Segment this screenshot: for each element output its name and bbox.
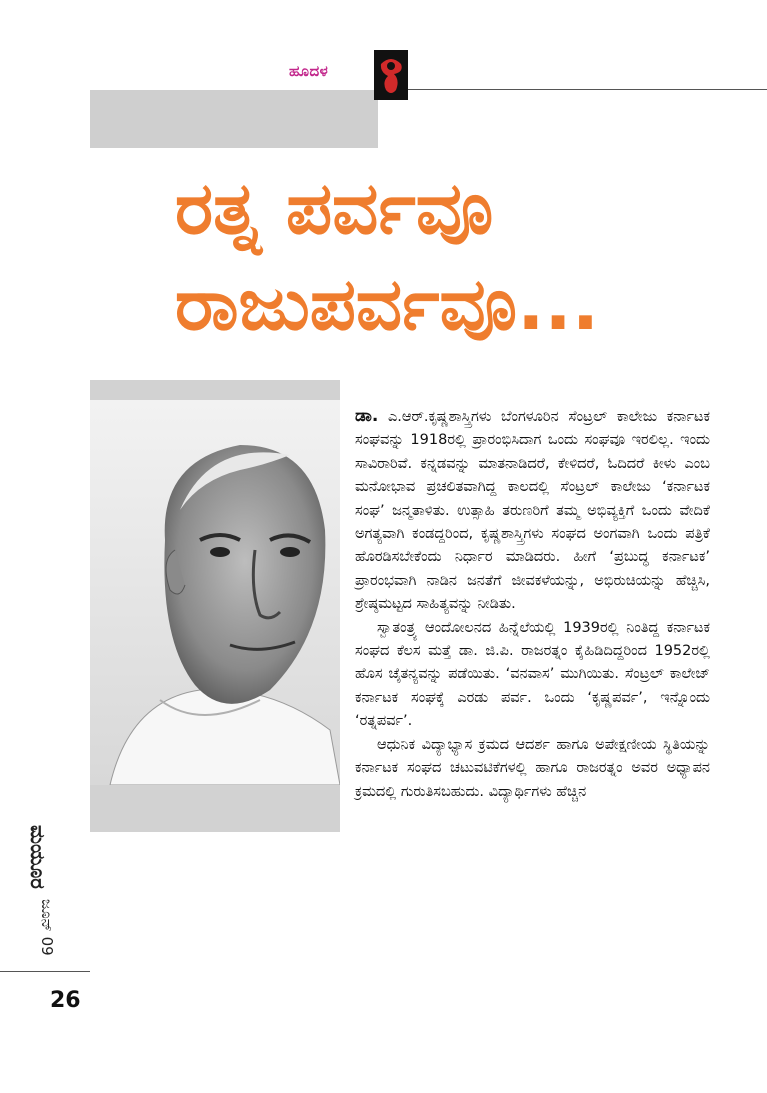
page-number: 26: [50, 988, 81, 1013]
magazine-name: ಮಯೂರ: [26, 825, 50, 889]
article-dropcap: ಡಾ.: [355, 406, 379, 426]
portrait-photo: [90, 400, 340, 785]
article-paragraph-1-text: ಎ.ಆರ್.ಕೃಷ್ಣಶಾಸ್ತ್ರಿಗಳು ಬೆಂಗಳೂರಿನ ಸೆಂಟ್ರಲ್ ಕಾಲೇಜು ಕರ್ನಾಟಕ ಸಂಘವನ್ನು 1918ರಲ್ಲಿ ಪ್ರಾರಂಭಿಸಿದಾಗ ಒಂದು ಸಂಘವೂ ಇರಲಿಲ್ಲ. ಇಂದು ಸಾವಿರಾರಿವೆ. ಕನ್ನಡವನ್ನು ಮಾತನಾಡಿದರೆ, ಕೇಳಿದರೆ, ಓದಿದರೆ ಕೀಳು ಎಂಬ ಮನೋಭಾವ ಪ್ರಚಲಿತವಾಗಿದ್ದ ಕಾಲದಲ್ಲಿ ಸೆಂಟ್ರಲ್ ಕಾಲೇಜು ‘ಕರ್ನಾಟಕ ಸಂಘ’ ಜನ್ಮತಾಳಿತು. ಉತ್ಸಾಹಿ ತರುಣರಿಗೆ ತಮ್ಮ ಅಭಿವ್ಯಕ್ತಿಗೆ ಒಂದು ವೇದಿಕೆ ಅಗತ್ಯವಾಗಿ ಕಂಡದ್ದರಿಂದ, ಕೃಷ್ಣಶಾಸ್ತ್ರಿಗಳು ಸಂಘದ ಅಂಗವಾಗಿ ಒಂದು ಪತ್ರಿಕೆ ಹೊರಡಿಸಬೇಕೆಂದು ನಿರ್ಧಾರ ಮಾಡಿದರು. ಹೀಗೆ ‘ಪ್ರಬುದ್ಧ ಕರ್ನಾಟಕ’ ಪ್ರಾರಂಭವಾಗಿ ನಾಡಿನ ಜನತೆಗೆ ಜೀವಕಳೆಯನ್ನು, ಅಭಿರುಚಿಯನ್ನು ಹೆಚ್ಚಿಸಿ, ಶ್ರೇಷ್ಠಮಟ್ಟದ ಸಾಹಿತ್ಯವನ್ನು ನೀಡಿತು.: [355, 409, 710, 613]
article-paragraph-1: [355, 405, 710, 617]
section-logo-icon: [374, 50, 408, 100]
section-label: ಹೂದಳ: [289, 62, 329, 80]
article-title-line-1: ರತ್ನ ಪರ್ವವೂ: [175, 166, 494, 250]
article-body: [355, 405, 710, 804]
bottom-rule: [0, 971, 90, 972]
issue-date: ಜೂನ್ 09: [38, 899, 56, 956]
article-paragraph-3: ಆಧುನಿಕ ವಿದ್ಯಾಭ್ಯಾಸ ಕ್ರಮದ ಆದರ್ಶ ಹಾಗೂ ಅಪೇಕ್ಷಣೀಯ ಸ್ಥಿತಿಯನ್ನು ಕರ್ನಾಟಕ ಸಂಘದ ಚಟುವಟಿಕೆಗಳಲ್ಲಿ ಹಾಗೂ ರಾಜರತ್ನಂ ಅವರ ಅಧ್ಯಾಪನ ಕ್ರಮದಲ್ಲಿ ಗುರುತಿಸಬಹುದು. ವಿದ್ಯಾರ್ಥಿಗಳು ಹೆಚ್ಚಿನ: [355, 736, 710, 800]
article-title-line-2: ರಾಜುಪರ್ವವೂ...: [175, 262, 600, 346]
header-grey-panel: [90, 90, 378, 148]
top-rule: [400, 89, 767, 90]
article-paragraph-2: ಸ್ವಾತಂತ್ರ್ಯ ಆಂದೋಲನದ ಹಿನ್ನೆಲೆಯಲ್ಲಿ 1939ರಲ್ಲಿ ನಿಂತಿದ್ದ ಕರ್ನಾಟಕ ಸಂಘದ ಕೆಲಸ ಮತ್ತೆ ಡಾ. ಜಿ.ಪಿ. ರಾಜರತ್ನಂ ಕೈಹಿಡಿದಿದ್ದರಿಂದ 1952ರಲ್ಲಿ ಹೊಸ ಚೈತನ್ಯವನ್ನು ಪಡೆಯಿತು. ‘ವನವಾಸ’ ಮುಗಿಯಿತು. ಸೆಂಟ್ರಲ್ ಕಾಲೇಜ್ ಕರ್ನಾಟಕ ಸಂಘಕ್ಕೆ ಎರಡು ಪರ್ವ. ಒಂದು ‘ಕೃಷ್ಣಪರ್ವ’, ಇನ್ನೊಂದು ‘ರತ್ನಪರ್ವ’.: [355, 619, 710, 730]
